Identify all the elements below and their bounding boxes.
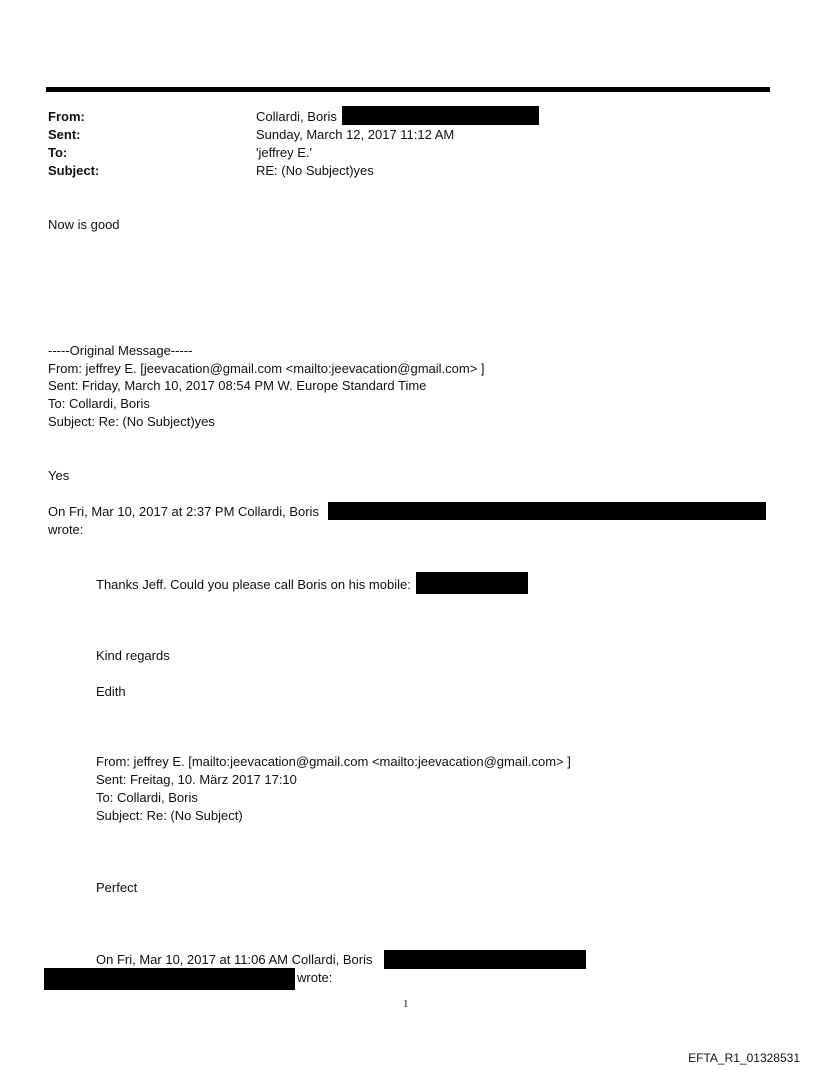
redaction-box — [328, 502, 766, 520]
original-to: To: Collardi, Boris — [48, 396, 150, 411]
original-from: From: jeffrey E. [jeevacation@gmail.com <mailto:jeevacation@gmail.com> ] — [48, 361, 485, 376]
redaction-box — [416, 572, 528, 594]
page-number: 1 — [403, 998, 409, 1010]
quote2-reply: Perfect — [96, 880, 138, 895]
sent-value: Sunday, March 12, 2017 11:12 AM — [256, 127, 455, 142]
original-sent: Sent: Friday, March 10, 2017 08:54 PM W. Europe Standard Time — [48, 378, 427, 393]
quote2-to: To: Collardi, Boris — [96, 790, 198, 805]
sent-label: Sent: — [48, 127, 81, 142]
quote2-subject: Subject: Re: (No Subject) — [96, 808, 243, 823]
to-label: To: — [48, 145, 68, 160]
quote2-from: From: jeffrey E. [mailto:jeevacation@gmail.com <mailto:jeevacation@gmail.com> ] — [96, 754, 571, 769]
from-label: From: — [48, 109, 85, 124]
original-reply: Yes — [48, 468, 70, 483]
redaction-box — [342, 106, 539, 125]
redaction-box — [44, 968, 295, 990]
quote1-attribution: On Fri, Mar 10, 2017 at 2:37 PM Collardi, Boris — [48, 504, 319, 519]
subject-label: Subject: — [48, 163, 100, 178]
quote2-attribution: On Fri, Mar 10, 2017 at 11:06 AM Collardi, Boris — [96, 952, 373, 967]
quote1-text: Thanks Jeff. Could you please call Boris on his mobile: — [96, 577, 411, 592]
to-value: 'jeffrey E.' — [256, 145, 313, 160]
header-rule — [46, 87, 770, 92]
subject-value: RE: (No Subject)yes — [256, 163, 374, 178]
quote1-signature: Edith — [96, 684, 126, 699]
original-message-marker: -----Original Message----- — [48, 343, 193, 358]
redaction-box — [384, 950, 586, 969]
reply-text: Now is good — [48, 217, 120, 232]
quote1-wrote: wrote: — [48, 522, 84, 537]
quote2-wrote: wrote: — [297, 970, 333, 985]
quote1-regards: Kind regards — [96, 648, 170, 663]
quote2-sent: Sent: Freitag, 10. März 2017 17:10 — [96, 772, 297, 787]
document-id: EFTA_R1_01328531 — [688, 1051, 800, 1065]
original-subject: Subject: Re: (No Subject)yes — [48, 414, 215, 429]
from-value: Collardi, Boris — [256, 109, 337, 124]
